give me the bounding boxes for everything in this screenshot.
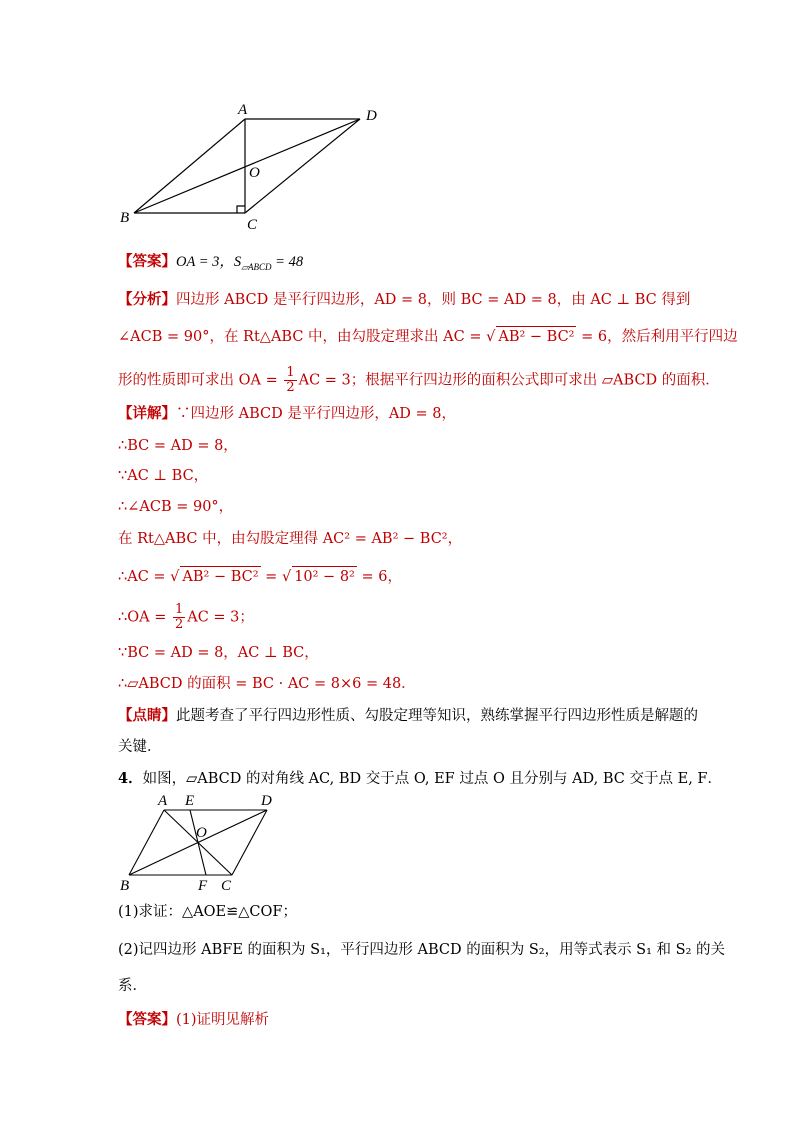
label-F: F [198, 878, 208, 894]
analysis-line-3: 形的性质即可求出 OA = $\frac{1}{2}$ AC = 3；根据平行四边形的面积公式即可求出 ▱ABCD 的面积． [118, 365, 720, 395]
comment-line-1: 【点睛】此题考查了平行四边形性质、勾股定理等知识，熟练掌握平行四边形性质是解题的 [118, 707, 698, 724]
label-A: A [238, 102, 248, 118]
problem-4-q1: (1)求证：△AOE≌△COF； [118, 904, 297, 920]
label-A: A [158, 793, 168, 809]
label-B: B [120, 878, 130, 894]
detail-line-8: ∵BC = AD = 8，AC ⊥ BC， [118, 645, 319, 661]
detail-line-4: ∴∠ACB = 90°， [118, 499, 234, 515]
figure-parallelogram-2 [112, 790, 282, 896]
answer-4: 【答案】(1)证明见解析 [118, 1011, 270, 1028]
detail-line-3: ∵AC ⊥ BC， [118, 468, 209, 484]
label-O: O [249, 165, 260, 181]
comment-line-2: 关键． [118, 739, 162, 755]
label-D: D [366, 108, 377, 124]
detail-line-5: 在 Rt△ABC 中，由勾股定理得 AC² = AB² − BC²， [118, 531, 463, 547]
diagonal-bd [134, 119, 360, 213]
detail-line-2: ∴BC = AD = 8， [118, 438, 238, 454]
analysis-line-2: ∠ACB = 90°，在 Rt△ABC 中，由勾股定理求出 AC = √ AB² − BC² = 6，然后利用平行四边 [118, 326, 738, 347]
label-B: B [120, 210, 130, 226]
analysis-line-1: 【分析】四边形 ABCD 是平行四边形，AD = 8，则 BC = AD = 8，由 AC ⊥ BC 得到 [118, 291, 691, 308]
edge-dc [245, 119, 360, 213]
figure-parallelogram-1 [110, 100, 400, 240]
problem-4-q2-line-1: (2)记四边形 ABFE 的面积为 S₁，平行四边形 ABCD 的面积为 S₂，用等式表示 S₁ 和 S₂ 的关 [118, 942, 726, 958]
problem-4-q2-line-2: 系． [118, 978, 147, 994]
detail-line-6: ∴AC = √ AB² − BC² = √ 10² − 8² = 6， [118, 566, 402, 587]
detail-line-7: ∴OA = $\frac{1}{2}$ AC = 3； [118, 602, 254, 632]
label-C: C [247, 217, 258, 233]
label-D: D [261, 793, 272, 809]
detail-line-9: ∴▱ABCD 的面积 = BC · AC = 8×6 = 48． [118, 676, 416, 692]
problem-4-stem: 4．如图，▱ABCD 的对角线 AC, BD 交于点 O, EF 过点 O 且分别与 AD, BC 交于点 E, F． [118, 770, 722, 787]
label-O: O [196, 825, 207, 841]
edge-ab [134, 119, 245, 213]
detail-line-1: 【详解】∵四边形 ABCD 是平行四边形，AD = 8， [118, 405, 457, 422]
segment-ef [190, 810, 206, 875]
answer-1: 【答案】OA = 3，$S_{▱ABCD} = 48$ [118, 253, 304, 272]
label-E: E [185, 793, 195, 809]
label-C: C [221, 878, 232, 894]
right-angle-mark [237, 206, 245, 213]
